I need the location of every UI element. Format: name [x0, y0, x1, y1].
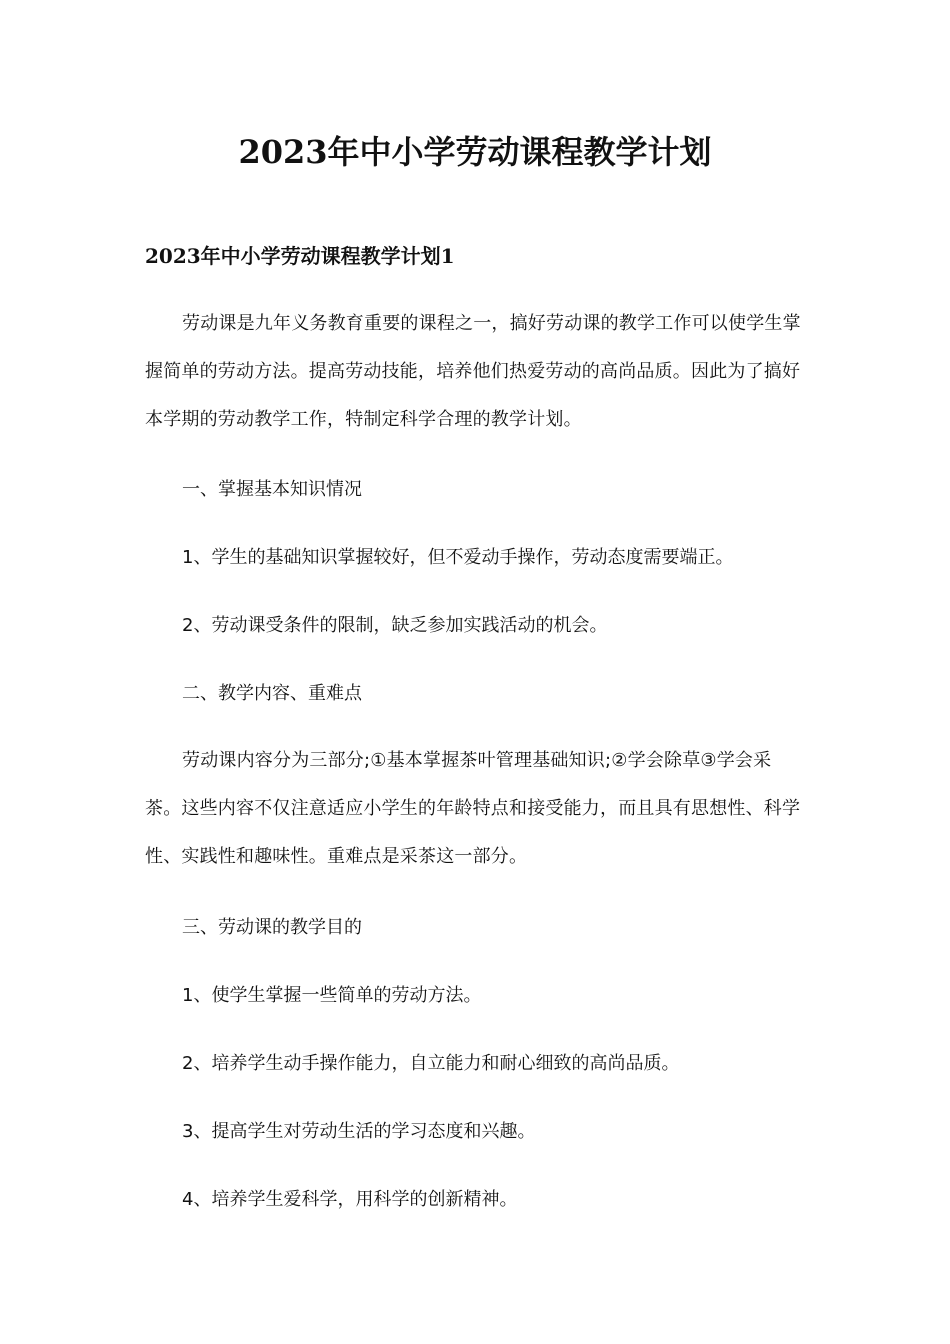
part3-item-3: 3、提高学生对劳动生活的学习态度和兴趣。 [182, 1121, 536, 1142]
document-title: 2023年中小学劳动课程教学计划 [238, 133, 712, 171]
part3-item-4: 4、培养学生爱科学，用科学的创新精神。 [182, 1189, 518, 1210]
part2-paragraph: 劳动课内容分为三部分;①基本掌握茶叶管理基础知识;②学会除草③学会采茶。这些内容不仅注意适应小学生的年龄特点和接受能力，而且具有思想性、科学性、实践性和趣味性。重难点是采茶这一部分。 [145, 750, 801, 867]
part3-heading: 三、劳动课的教学目的 [182, 917, 362, 938]
part2-heading: 二、教学内容、重难点 [182, 683, 362, 704]
part1-heading: 一、掌握基本知识情况 [182, 479, 362, 500]
part1-item-2: 2、劳动课受条件的限制，缺乏参加实践活动的机会。 [182, 615, 608, 636]
intro-paragraph: 劳动课是九年义务教育重要的课程之一，搞好劳动课的教学工作可以使学生掌握简单的劳动方法。提高劳动技能，培养他们热爱劳动的高尚品质。因此为了搞好本学期的劳动教学工作，特制定科学合理的教学计划。 [145, 313, 801, 430]
part1-item-1: 1、学生的基础知识掌握较好，但不爱动手操作，劳动态度需要端正。 [182, 547, 734, 568]
part3-item-2: 2、培养学生动手操作能力，自立能力和耐心细致的高尚品质。 [182, 1053, 680, 1074]
section-heading: 2023年中小学劳动课程教学计划1 [145, 244, 455, 268]
part3-item-1: 1、使学生掌握一些简单的劳动方法。 [182, 985, 482, 1006]
